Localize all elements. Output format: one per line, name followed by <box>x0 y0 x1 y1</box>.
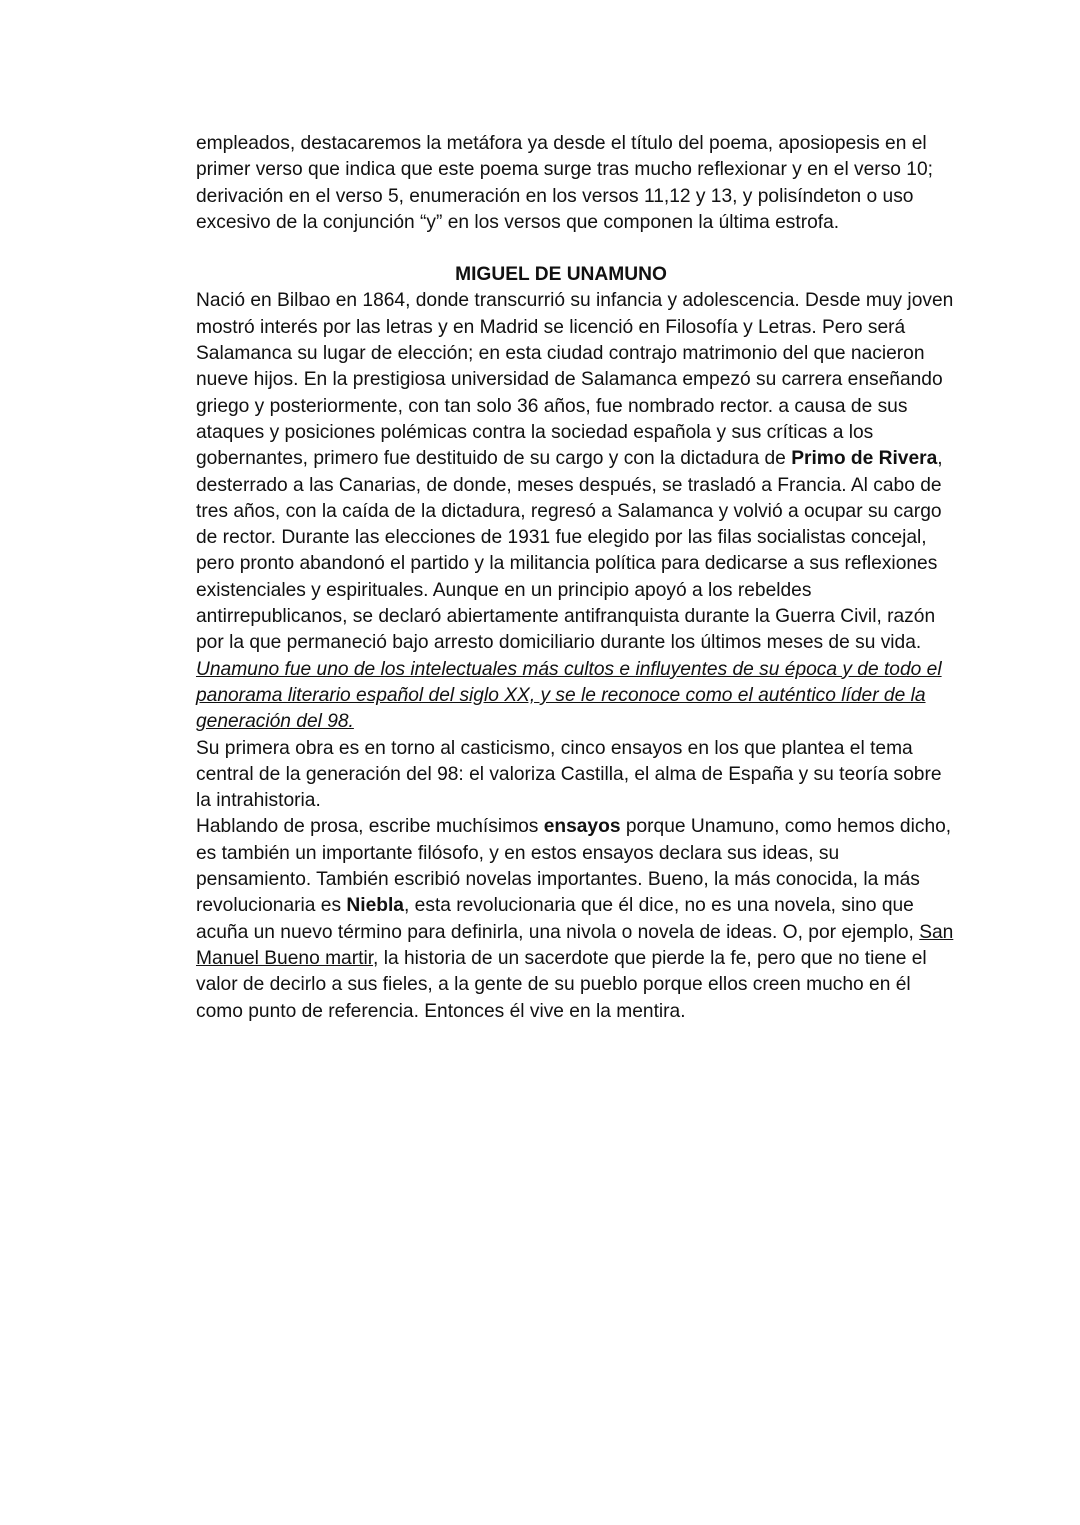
underlined-italic-statement: Unamuno fue uno de los intelectuales más cultos e influyentes de su época y de todo el panorama literario español del siglo XX, y se le reconoce como el auténtico líder de la generación del 98. <box>196 658 942 733</box>
prose-text-1: Hablando de prosa, escribe muchísimos <box>196 816 544 838</box>
underlined-book-title: San Manuel Bueno martir <box>196 921 954 969</box>
bold-ensayos: ensayos <box>543 816 621 838</box>
prose-text-2: porque Unamuno, como hemos dicho, es también un importante filósofo, y en estos ensayos declara sus ideas, su pensamiento. También escribió novelas importantes. Bueno, la más conocida, la más revolucionaria es <box>196 816 952 917</box>
prose-text-4: , la historia de un sacerdote que pierde la fe, pero que no tiene el valor de decirlo a sus fieles, a la gente de su pueblo porque ellos creen mucho en él como punto de referencia. Entonces él vive en la mentira. <box>196 947 927 1022</box>
prose-paragraph <box>196 814 954 1024</box>
document-page <box>196 131 954 1025</box>
biography-paragraph <box>196 288 954 735</box>
prose-text-3: , esta revolucionaria que él dice, no es una novela, sino que acuña un nuevo término para definirla, una nivola o novela de ideas. O, por ejemplo, <box>196 895 920 943</box>
paragraph-gap <box>196 236 954 262</box>
bio-text-2: , desterrado a las Canarias, de donde, meses después, se trasladó a Francia. Al cabo de tres años, con la caída de la dictadura, regresó a Salamanca y volvió a ocupar su cargo de rector. Durante las elecciones de 1931 fue elegido por las filas socialistas concejal, pero pronto abandonó el partido y la militancia política para dedicarse a sus reflexiones existenciales y espirituales. Aunque en un principio apoyó a los rebeldes antirrepublicanos, se declaró abiertamente antifranquista durante la Guerra Civil, razón por la que permaneció bajo arresto domiciliario durante los últimos meses de su vida. <box>196 448 943 654</box>
bold-niebla: Niebla <box>346 895 404 917</box>
first-work-paragraph: Su primera obra es en torno al casticismo, cinco ensayos en los que plantea el tema central de la generación del 98: el valoriza Castilla, el alma de España y su teoría sobre la intrahistoria. <box>196 737 942 812</box>
intro-paragraph: empleados, destacaremos la metáfora ya desde el título del poema, aposiopesis en el primer verso que indica que este poema surge tras mucho reflexionar y en el verso 10; derivación en el verso 5, enumeración en los versos 11,12 y 13, y polisíndeton o uso excesivo de la conjunción “y” en los versos que componen la última estrofa. <box>196 133 933 233</box>
bold-name-primo-de-rivera: Primo de Rivera <box>791 448 938 470</box>
bio-text-1: Nació en Bilbao en 1864, donde transcurrió su infancia y adolescencia. Desde muy joven mostró interés por las letras y en Madrid se licenció en Filosofía y Letras. Pero será Salamanca su lugar de elección; en esta ciudad contrajo matrimonio del que nacieron nueve hijos. En la prestigiosa universidad de Salamanca empezó su carrera enseñando griego y posteriormente, con tan solo 36 años, fue nombrado rector. a causa de sus ataques y posiciones polémicas contra la sociedad española y sus críticas a los gobernantes, primero fue destituido de su cargo y con la dictadura de <box>196 290 954 470</box>
section-heading: MIGUEL DE UNAMUNO <box>455 264 667 286</box>
